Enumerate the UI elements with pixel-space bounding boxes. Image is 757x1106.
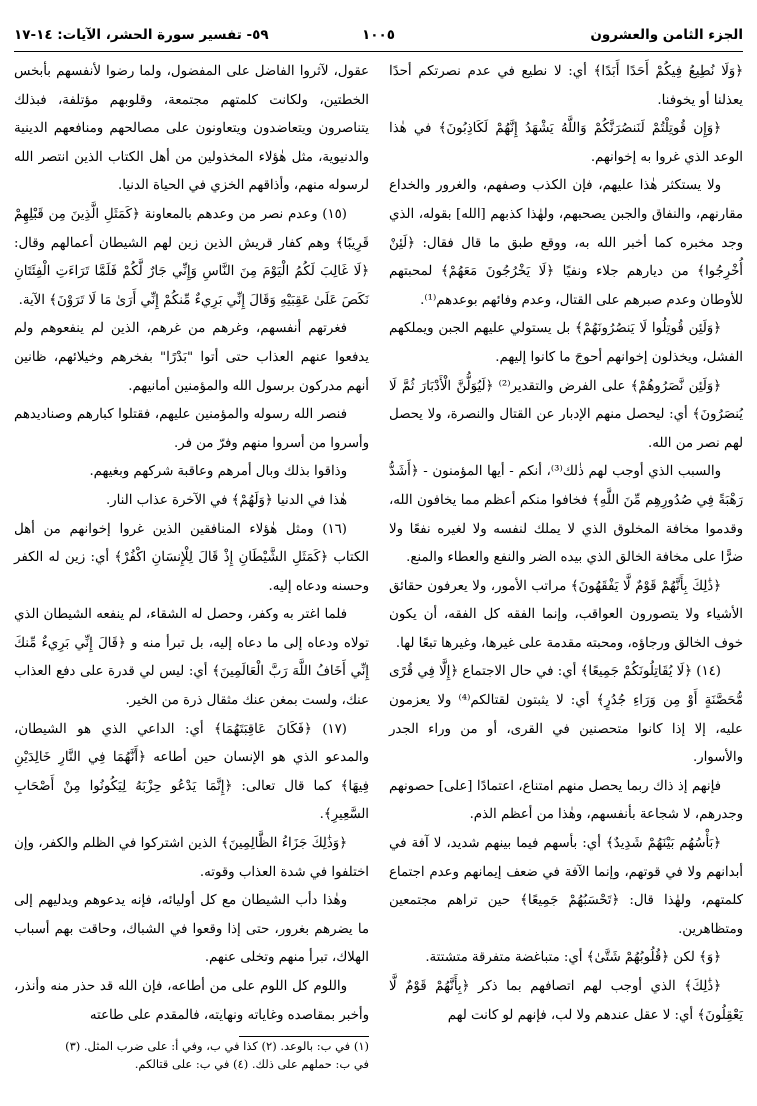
- paragraph: (١٥) وعدم نصر من وعدهم بالمعاونة ﴿كَمَثَلِ الَّذِينَ مِن قَبْلِهِمْ قَرِيبًا﴾ وهم كفار قريش الذين زين لهم الشيطان أعمالهم وقال: ﴿لَا غَالِبَ لَكُمُ الْيَوْمَ مِنَ النَّاسِ وَإِنِّي جَارٌ لَّكُمْ فَلَمَّا تَرَاءَتِ الْفِئَتَانِ نَكَصَ عَلَىٰ عَقِبَيْهِ وَقَالَ إِنِّي بَرِيءٌ مِّنكُمْ إِنِّي أَرَىٰ مَا لَا تَرَوْنَ﴾ الآية.: [14, 206, 369, 308]
- paragraph: هٰذا في الدنيا ﴿وَلَهُمْ﴾ في الآخرة عذاب النار.: [105, 492, 347, 508]
- paragraph: والسبب الذي أوجب لهم ذٰلك⁽³⁾، أنكم - أيها المؤمنون - ﴿أَشَدُّ رَهْبَةً فِي صُدُورِهِم مِّنَ اللَّهِ﴾ فخافوا منكم أعظم مما يخافون الله، وقدموا مخافة المخلوق الذي لا يملك لنفسه ولا لغيره نفعًا ولا ضرًّا على مخافة الخالق الذي بيده الضر والنفع والعطاء والمنع.: [389, 464, 743, 566]
- paragraph: ﴿وَلَئِن نَّصَرُوهُمْ﴾ على الفرض والتقدير⁽²⁾ ﴿لَيُوَلُّنَّ الْأَدْبَارَ ثُمَّ لَا يُنصَرُونَ﴾ أي: ليحصل منهم الإدبار عن القتال والنصرة، ولا يحصل لهم نصر من الله.: [389, 378, 743, 451]
- paragraph: فإنهم إذ ذاك ربما يحصل منهم امتناع، اعتمادًا [على] حصونهم وجدرهم، لا شجاعة بأنفسهم، وهٰذا من أعظم الذم.: [389, 778, 743, 823]
- paragraph: فلما اغتر به وكفر، وحصل له الشقاء، لم ينفعه الشيطان الذي تولاه ودعاه إلى ما دعاه إليه، بل تبرأ منه و ﴿قَالَ إِنِّي بَرِيءٌ مِّنكَ إِنِّي أَخَافُ اللَّهَ رَبَّ الْعَالَمِينَ﴾ أي: ليس لي قدرة على دفع العذاب عنك، ولست بمغن عنك مثقال ذرة من الخير.: [14, 607, 369, 709]
- paragraph: (١٧) ﴿فَكَانَ عَاقِبَتَهُمَا﴾ أي: الداعي الذي هو الشيطان، والمدعو الذي هو الإنسان حين أطاعه ﴿أَنَّهُمَا فِي النَّارِ خَالِدَيْنِ فِيهَا﴾ كما قال تعالى: ﴿إِنَّمَا يَدْعُو حِزْبَهُ لِيَكُونُوا مِنْ أَصْحَابِ السَّعِيرِ﴾.: [14, 721, 369, 823]
- paragraph: ﴿وَذَٰلِكَ جَزَاءُ الظَّالِمِينَ﴾ الذين اشتركوا في الظلم والكفر، وإن اختلفوا في شدة العذاب وقوته.: [14, 836, 369, 880]
- paragraph: وهٰذا دأب الشيطان مع كل أوليائه، فإنه يدعوهم ويدليهم إلى ما يضرهم بغرور، حتى إذا وقعوا في الشباك، وحاقت بهم أسباب الهلاك، تبرأ منهم وتخلى عنهم.: [14, 893, 369, 966]
- page-number: ١٠٠٥: [362, 27, 395, 43]
- paragraph: فغرتهم أنفسهم، وغرهم من غرهم، الذين لم ينفعوهم ولم يدفعوا عنهم العذاب حتى أتوا "بَدْرًا" بفخرهم وخيلائهم، ظانين أنهم مدركون برسول الله والمؤمنين أمانيهم.: [14, 321, 369, 394]
- text-columns: [14, 58, 743, 1073]
- paragraph: ﴿وَإِن قُوتِلْتُمْ لَنَنصُرَنَّكُمْ وَاللَّهُ يَشْهَدُ إِنَّهُمْ لَكَاذِبُونَ﴾ في هٰذا الوعد الذي غروا به إخوانهم.: [389, 121, 743, 165]
- paragraph: ﴿وَلَا نُطِيعُ فِيكُمْ أَحَدًا أَبَدًا﴾ أي: لا نطيع في عدم نصرتكم أحدًا يعذلنا أو يخوفنا.: [389, 64, 743, 108]
- paragraph: وذاقوا بذلك وبال أمرهم وعاقبة شركهم وبغيهم.: [89, 464, 347, 480]
- paragraph: ﴿بَأْسُهُم بَيْنَهُمْ شَدِيدٌ﴾ أي: بأسهم فيما بينهم شديد، لا آفة في أبدانهم ولا في قوتهم، وإنما الآفة في ضعف إيمانهم وعدم اجتماع كلمتهم، ولهٰذا قال: ﴿تَحْسَبُهُمْ جَمِيعًا﴾ حين تراهم مجتمعين ومتظاهرين.: [389, 836, 743, 937]
- header-surah: ٥٩- تفسير سورة الحشر، الآيات: ١٤-١٧: [14, 27, 269, 43]
- footnote-line: (١) في ب: بالوعد. (٢) كذا في ب، وفي أ: على ضرب المثل. (٣): [65, 1039, 369, 1054]
- paragraph: واللوم كل اللوم على من أطاعه، فإن الله قد حذر منه وأنذر، وأخبر بمقاصده وغاياته ونهايته، فالمقدم على طاعته: [14, 979, 369, 1023]
- footnote-line: في ب: حملهم على ذلك. (٤) في ب: على قتالكم.: [134, 1057, 369, 1072]
- footnotes: [14, 1036, 369, 1073]
- paragraph: فنصر الله رسوله والمؤمنين عليهم، فقتلوا كبارهم وصناديدهم وأسروا من أسروا منهم وفرّ من فر.: [14, 407, 369, 451]
- right-column: [389, 58, 743, 1073]
- paragraph: ﴿ذَٰلِكَ بِأَنَّهُمْ قَوْمٌ لَّا يَفْقَهُونَ﴾ مراتب الأمور، ولا يعرفون حقائق الأشياء ولا يتصورون العواقب، وإنما الفقه كل الفقه، أن يكون خوف الخالق ورجاؤه، ومحبته مقدمة على غيرها، وغيرها تبعًا لها.: [389, 578, 743, 651]
- paragraph: ﴿ذَٰلِكَ﴾ الذي أوجب لهم اتصافهم بما ذكر ﴿بِأَنَّهُمْ قَوْمٌ لَّا يَعْقِلُونَ﴾ أي: لا عقل عندهم ولا لب، فإنهم لو كانت لهم: [389, 979, 743, 1023]
- header-rule: [14, 51, 743, 52]
- header-juz: الجزء الثامن والعشرون: [590, 27, 743, 43]
- paragraph: عقول، لآثروا الفاضل على المفضول، ولما رضوا لأنفسهم بأبخس الخطتين، ولكانت كلمتهم مجتمعة، وقلوبهم مؤتلفة، فبذلك يتناصرون ويتعاضدون ويتعاونون على مصالحهم ومنافعهم الدينية والدنيوية، مثل هٰؤلاء المخذولين من أهل الكتاب الذين انتصر الله لرسوله منهم، وأذاقهم الخزي في الحياة الدنيا.: [14, 64, 369, 194]
- left-column: [14, 58, 369, 1073]
- running-header: [14, 24, 743, 46]
- paragraph: (١٤) ﴿لَا يُقَاتِلُونَكُمْ جَمِيعًا﴾ أي: في حال الاجتماع ﴿إِلَّا فِي قُرًى مُّحَصَّنَةٍ أَوْ مِن وَرَاءِ جُدُرٍ﴾ أي: لا يثبتون لقتالكم⁽⁴⁾ ولا يعزمون عليه، إلا إذا كانوا متحصنين في القرى، أو من وراء الجدر والأسوار.: [389, 664, 743, 766]
- paragraph: ﴿وَ﴾ لكن ﴿قُلُوبُهُمْ شَتَّىٰ﴾ أي: متباغضة متفرقة متشتتة.: [425, 950, 721, 966]
- paragraph: (١٦) ومثل هٰؤلاء المنافقين الذين غروا إخوانهم من أهل الكتاب ﴿كَمَثَلِ الشَّيْطَانِ إِذْ قَالَ لِلْإِنسَانِ اكْفُرْ﴾ أي: زين له الكفر وحسنه ودعاه إليه.: [14, 521, 369, 594]
- paragraph: ولا يستكثر هٰذا عليهم، فإن الكذب وصفهم، والغرور والخداع مقارنهم، والنفاق والجبن يصحبهم، ولهٰذا كذبهم [الله] بقوله، الذي وجد مخبره كما أخبر الله به، ووقع طبق ما قال فقال: ﴿لَئِنْ أُخْرِجُوا﴾ من ديارهم جلاء ونفيًا ﴿لَا يَخْرُجُونَ مَعَهُمْ﴾ لمحبتهم للأوطان وعدم صبرهم على القتال، وعدم وفائهم بوعدهم⁽¹⁾.: [389, 178, 743, 308]
- paragraph: ﴿وَلَئِن قُوتِلُوا لَا يَنصُرُونَهُمْ﴾ بل يستولي عليهم الجبن ويملكهم الفشل، ويخذلون إخوانهم أحوجَ ما كانوا إليهم.: [389, 321, 743, 365]
